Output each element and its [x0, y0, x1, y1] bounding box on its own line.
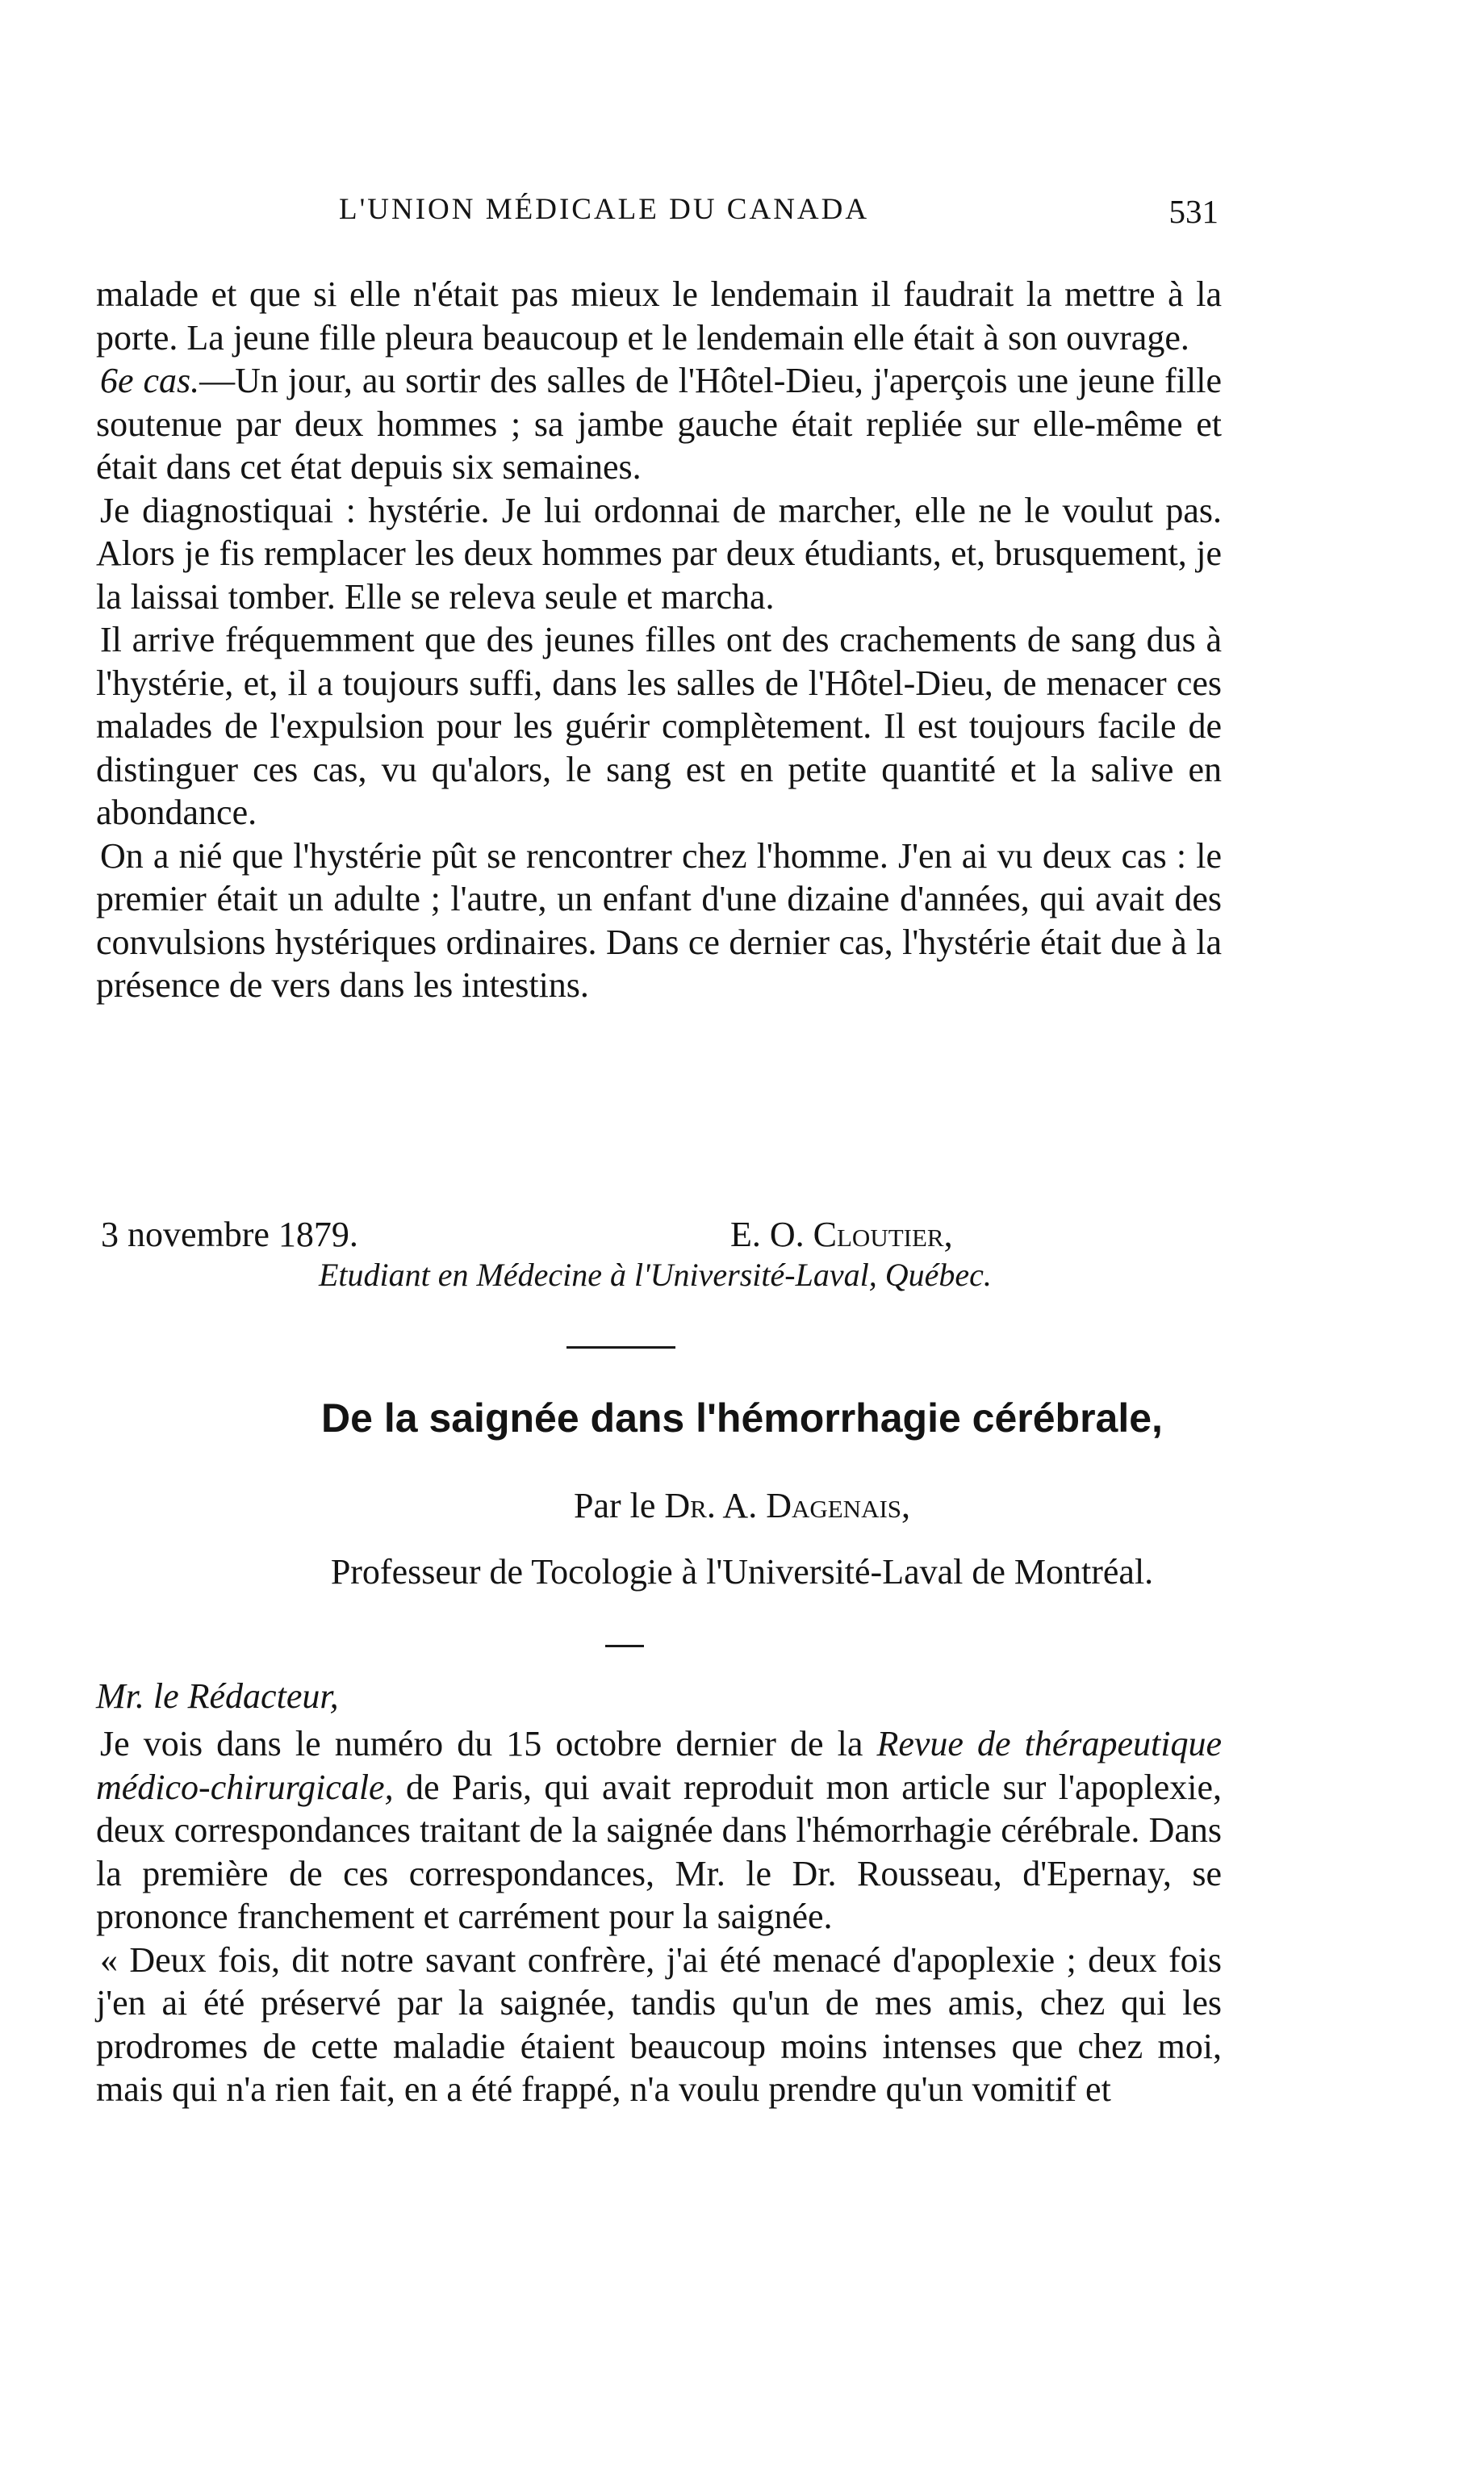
paragraph-case [96, 359, 1222, 489]
page-header [339, 192, 1219, 249]
short-divider [605, 1645, 644, 1647]
paragraph: « Deux fois, dit notre savant confrère, j'ai été menacé d'apoplexie ; deux fois j'en ai été préservé par la saignée, tandis qu'un de mes amis, chez qui les prodromes de cette maladie étaient beaucoup moins intenses que chez moi, mais qui n'a rien fait, en a été frappé, n'a voulu prendre qu'un vomitif et [96, 1939, 1222, 2109]
signature-affiliation: Etudiant en Médecine à l'Université-Laval, Québec. [319, 1257, 992, 1293]
paragraph: malade et que si elle n'était pas mieux le lendemain il faudrait la mettre à la porte. La jeune fille pleura beaucoup et le lendemain elle était à son ouvrage. [96, 274, 1222, 358]
author-name: Dr. A. Dagenais, [664, 1486, 911, 1525]
salutation: Mr. le Rédacteur, [96, 1676, 339, 1716]
journal-title: Revue de thérapeutique médico-chirurgicale, [96, 1724, 1222, 1807]
byline [0, 1485, 1484, 1526]
paragraph [96, 1722, 1222, 1939]
paragraph-text: de Paris, qui avait reproduit mon article sur l'apoplexie, deux correspondances traitant de la saignée dans l'hémorrhagie cérébrale. Dans la première de ces correspondances, Mr. le Dr. Rousseau, d'Epernay, se prononce franchement et carrément pour la saignée. [96, 1767, 1222, 1936]
first-article-text [96, 273, 1222, 1007]
section-divider [566, 1346, 675, 1349]
page-number: 531 [1168, 193, 1219, 230]
author-affiliation: Professeur de Tocologie à l'Université-Laval de Montréal. [330, 1552, 1154, 1592]
article-title: De la saignée dans l'hémorrhagie cérébrale, [321, 1395, 1163, 1441]
paragraph: Je diagnostiquai : hystérie. Je lui ordonnai de marcher, elle ne le voulut pas. Alors je fis remplacer les deux hommes par deux étudiants, et, brusquement, je la laissai tomber. Elle se releva seule et marcha. [96, 490, 1222, 617]
paragraph: Il arrive fréquemment que des jeunes filles ont des crachements de sang dus à l'hystérie, et, il a toujours suffi, dans les salles de l'Hôtel-Dieu, de menacer ces malades de l'expulsion pour les guérir complètement. Il est toujours facile de distinguer ces cas, vu qu'alors, le sang est en petite quantité et la salive en abondance. [96, 620, 1222, 832]
signature-name: E. O. Cloutier, [730, 1215, 953, 1254]
paragraph-text: Je vois dans le numéro du 15 octobre dernier de la [100, 1724, 877, 1763]
running-title: L'UNION MÉDICALE DU CANADA [339, 193, 870, 226]
byline-prefix: Par le [573, 1486, 665, 1525]
case-text: Un jour, au sortir des salles de l'Hôtel-Dieu, j'aperçois une jeune fille soutenue par deux hommes ; sa jambe gauche était repliée sur elle-même et était dans cet état depuis six semaines. [96, 361, 1222, 487]
signature-date: 3 novembre 1879. [101, 1215, 358, 1254]
paragraph: On a nié que l'hystérie pût se rencontrer chez l'homme. J'en ai vu deux cas : le premier était un adulte ; l'autre, un enfant d'une dizaine d'années, qui avait des convulsions hystériques ordinaires. Dans ce dernier cas, l'hystérie était due à la présence de vers dans les intestins. [96, 835, 1222, 1005]
case-dash: — [199, 361, 236, 400]
second-article-text [96, 1722, 1222, 2111]
case-label: 6e cas. [100, 361, 200, 400]
signature-line [101, 1214, 1174, 1257]
